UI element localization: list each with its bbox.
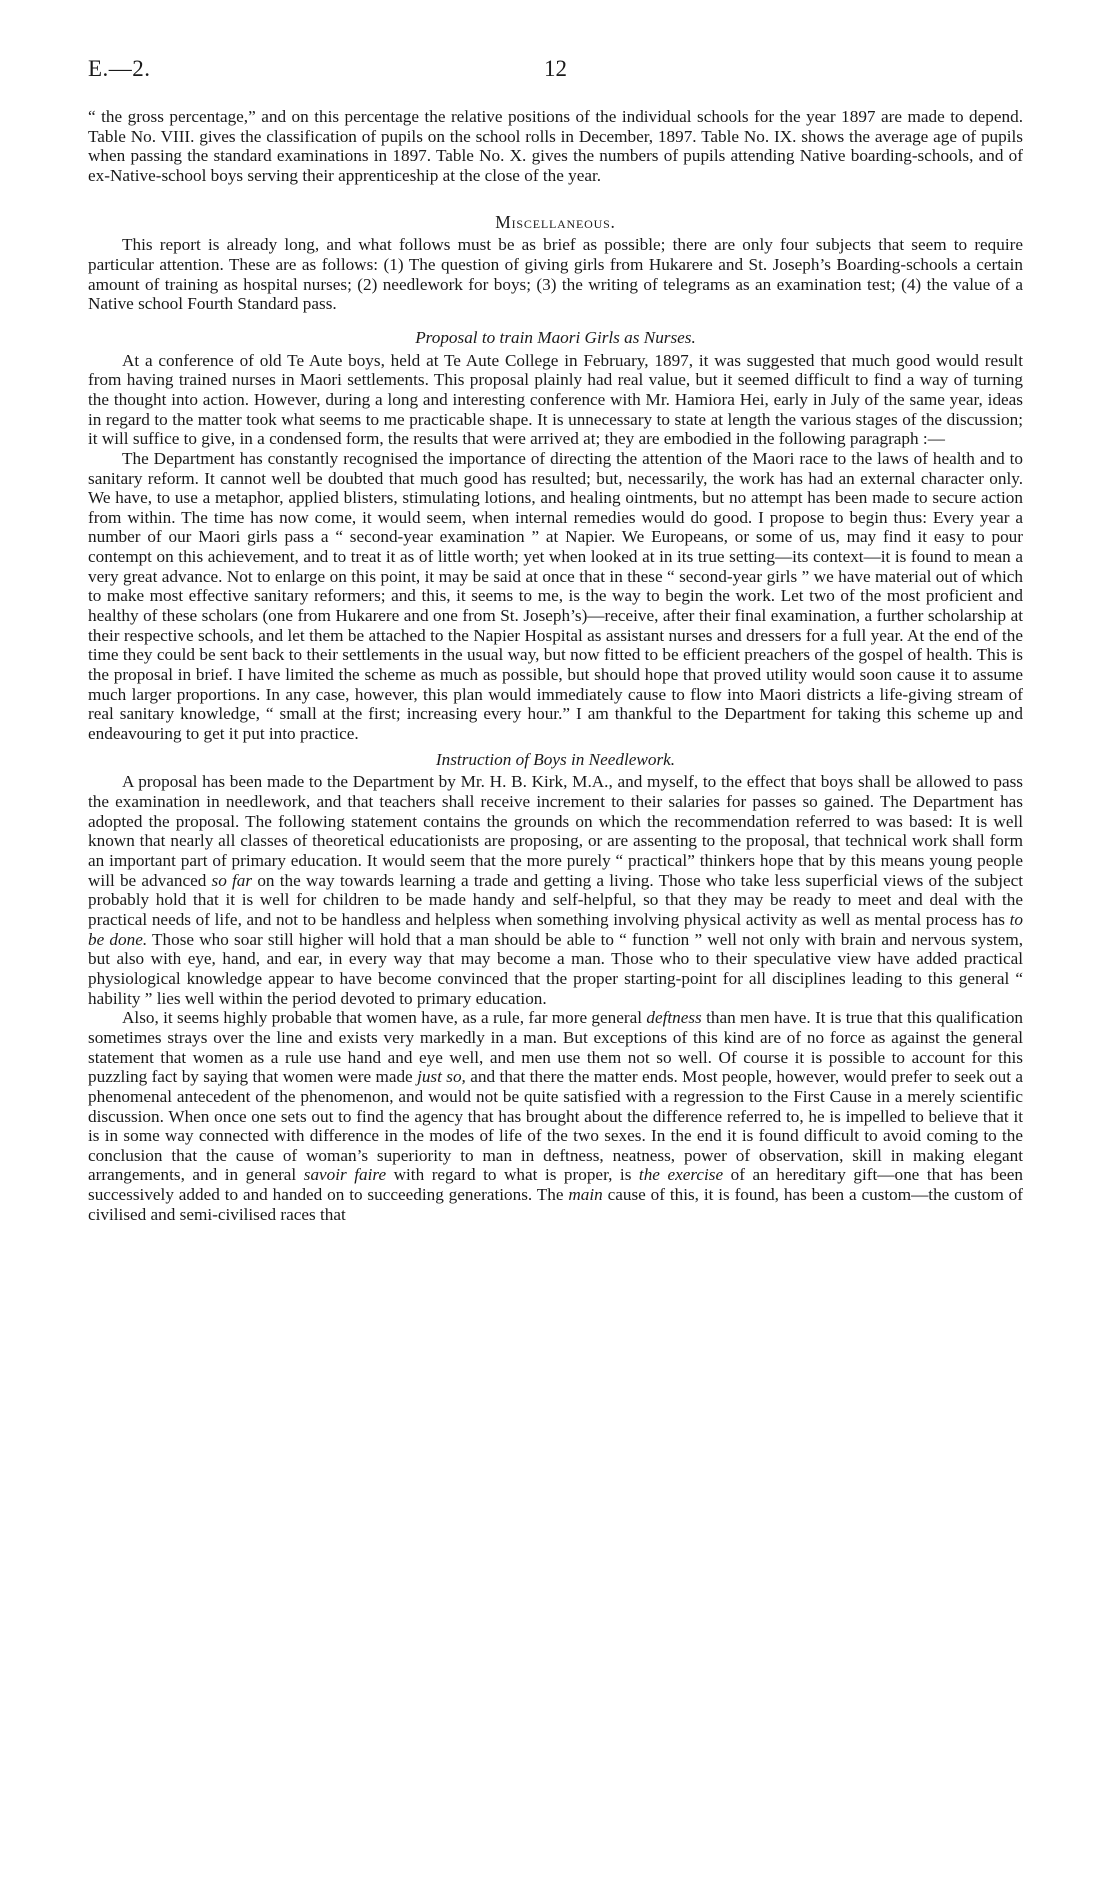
section-heading-miscellaneous: Miscellaneous. [495, 211, 616, 232]
italic-phrase: so far [211, 870, 253, 890]
italic-phrase: deftness [646, 1008, 702, 1028]
nurses-paragraph-2: The Department has constantly recognised the importance of directing the attention of the Maori race to the laws of health and to sanitary reform. It cannot well be doubted that much good has resulted; but, necessarily, the work has had an external character only. We have, to use a metaphor, applied blisters, stimulating lotions, and healing ointments, but no attempt has been made to secure action from within. The time has now come, it would seem, when internal remedies would do good. I propose to begin thus: Every year a number of our Maori girls pass a “ second-year examination ” at Napier. We Europeans, or some of us, may find it easy to pour contempt on this achievement, and to treat it as of little worth; yet when looked at in its true setting—its context—it is found to mean a very great advance. Not to enlarge on this point, it may be said at once that in these “ second-year girls ” we have material out of which to make most effective sanitary reformers; and this, it seems to me, is the way to begin the work. Let two of the most proficient and healthy of these scholars (one from Hukarere and one from St. Joseph’s)—receive, after their final examination, a further scholarship at their respective schools, and let them be attached to the Napier Hospital as assistant nurses and dressers for a full year. At the end of the time they could be sent back to their settlements in the usual way, but now fitted to be efficient preachers of the gospel of health. This is the proposal in brief. I have limited the scheme as much as possible, but should hope that proved utility would soon cause it to assume much larger proportions. In any case, however, this plan would immediately cause to flow into Maori districts a life-giving stream of real sanitary knowledge, “ small at the first; increasing every hour.” I am thankful to the Department for taking this scheme up and endeavouring to get it put into practice. [88, 448, 1023, 744]
subheading-needlework: Instruction of Boys in Needlework. [435, 749, 676, 769]
report-body [88, 107, 1023, 1224]
italic-phrase: main [568, 1185, 603, 1205]
italic-phrase: just so, [417, 1067, 466, 1087]
nurses-paragraph-1: At a conference of old Te Aute boys, held at Te Aute College in February, 1897, it was suggested that much good would result from having trained nurses in Maori settlements. This proposal plainly had real value, but it seemed difficult to find a way of turning the thought into action. However, during a long and interesting conference with Mr. Hamiora Hei, early in July of the same year, ideas in regard to the matter took what seems to me practicable shape. It is unnecessary to state at length the various stages of the discussion; it will suffice to give, in a condensed form, the results that were arrived at; they are embodied in the following paragraph :— [88, 350, 1023, 449]
italic-phrase: the exercise [638, 1165, 724, 1185]
page-header [88, 56, 1023, 92]
needlework-paragraph-2: Also, it seems highly probable that women have, as a rule, far more general deftness than men have. It is true that this qualification sometimes strays over the line and exists very markedly in a man. But exceptions of this kind are of no force as against the general statement that women as a rule use hand and eye well, and men use them not so well. Of course it is possible to account for this puzzling fact by saying that women were made just so, and that there the matter ends. Most people, however, would prefer to seek out a phenomenal antecedent of the phenomenon, and would not be quite satisfied with a regression to the First Cause in a merely scientific discussion. When once one sets out to find the agency that has brought about the difference referred to, he is impelled to believe that it is in some way connected with difference in the modes of life of the two sexes. In the end it is found difficult to avoid coming to the conclusion that the cause of woman’s superiority to man in deftness, neatness, power of observation, skill in making elegant arrangements, and in general savoir faire with regard to what is proper, is the exercise of an hereditary gift—one that has been successively added to and handed on to succeeding generations. The main cause of this, it is found, has been a custom—the custom of civilised and semi-civilised races that [88, 1008, 1024, 1224]
document-reference: E.—2. [88, 56, 151, 81]
subheading-nurses-proposal: Proposal to train Maori Girls as Nurses. [415, 327, 696, 347]
italic-phrase: savoir faire [303, 1165, 387, 1185]
italic-phrase: to be done. [88, 909, 1023, 949]
continuation-paragraph: “ the gross percentage,” and on this percentage the relative positions of the individual schools for the year 1897 are made to depend. Table No. VIII. gives the classification of pupils on the school rolls in December, 1897. Table No. IX. shows the average age of pupils when passing the standard examinations in 1897. Table No. X. gives the numbers of pupils attending Native boarding-schools, and of ex-Native-school boys serving their apprenticeship at the close of the year. [88, 107, 1023, 185]
miscellaneous-intro-paragraph: This report is already long, and what follows must be as brief as possible; there are only four subjects that seem to require particular attention. These are as follows: (1) The question of giving girls from Hukarere and St. Joseph’s Boarding-schools a certain amount of training as hospital nurses; (2) needlework for boys; (3) the writing of telegrams as an examination test; (4) the value of a Native school Fourth Standard pass. [88, 235, 1023, 314]
needlework-paragraph-1: A proposal has been made to the Department by Mr. H. B. Kirk, M.A., and myself, to the effect that boys shall be allowed to pass the examination in needlework, and that teachers shall receive increment to their salaries for passes so gained. The Department has adopted the proposal. The following statement contains the grounds on which the recommendation referred to was based: It is well known that nearly all classes of theoretical educationists are proposing, or are assenting to the proposal, that technical work shall form an important part of primary education. It would seem that the more purely “ practical” thinkers hope that by this means young people will be advanced so far on the way towards learning a trade and getting a living. Those who take less superficial views of the subject probably hold that it is well for children to be made handy and self-helpful, so that they may be ready to meet and deal with the practical needs of life, and not to be handless and helpless when something involving physical activity as well as mental process has to be done. Those who soar still higher will hold that a man should be able to “ function ” well not only with brain and nervous system, but also with eye, hand, and ear, in every way that may become a man. Those who to their speculative view have added practical physiological knowledge appear to have become convinced that the proper starting-point for all disciplines leading to this general “ hability ” lies well within the period devoted to primary education. [88, 772, 1024, 1008]
page-number: 12 [544, 56, 567, 81]
